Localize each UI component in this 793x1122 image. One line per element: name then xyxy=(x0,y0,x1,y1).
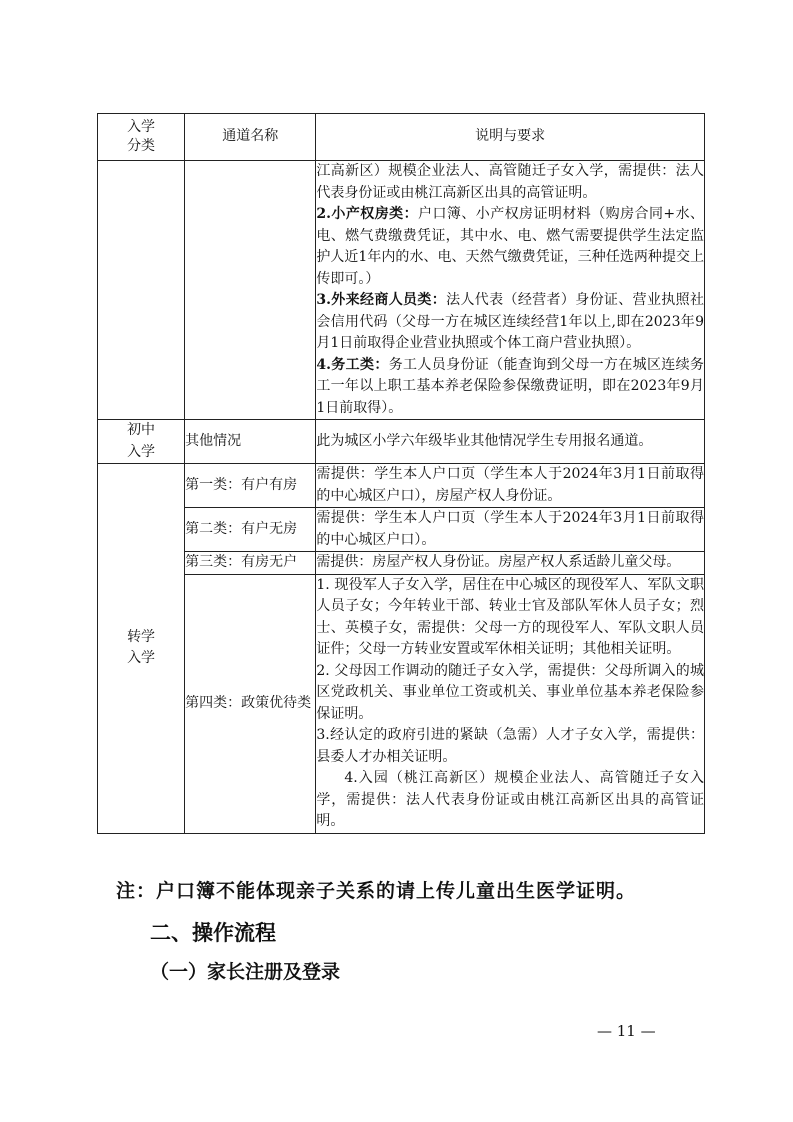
item-worker: 4.务工类：务工人员身份证（能查询到父母一方在城区连续务工一年以上职工基本养老保险参保缴费证明，即在2023年9月1日前取得）。 xyxy=(316,356,704,416)
table-row-transfer-3 xyxy=(98,552,705,575)
description-type-2: 需提供：学生本人户口页（学生本人于2024年3月1日前取得的中心城区户口）。 xyxy=(316,508,705,552)
category-cell-empty xyxy=(98,161,185,420)
continued-text: 江高新区）规模企业法人、高管随迁子女入学，需提供：法人代表身份证或由桃江高新区出具的高管证明。 xyxy=(316,163,704,201)
policy-item-2: 2. 父母因工作调动的随迁子女入学，需提供：父母所调入的城区党政机关、事业单位工资或机关、事业单位基本养老保险参保证明。 xyxy=(316,662,704,722)
table-row-junior xyxy=(98,420,705,464)
table-row-transfer-1 xyxy=(98,464,705,508)
header-channel: 通道名称 xyxy=(185,114,316,161)
description-other: 此为城区小学六年级毕业其他情况学生专用报名通道。 xyxy=(316,420,705,464)
channel-type-1: 第一类：有户有房 xyxy=(185,464,316,508)
policy-item-4: 4.入园（桃江高新区）规模企业法人、高管随迁子女入学，需提供：法人代表身份证或由桃江高新区出具的高管证明。 xyxy=(316,770,704,829)
channel-other: 其他情况 xyxy=(185,420,316,464)
table-row-continued xyxy=(98,161,705,420)
channel-type-3: 第三类：有房无户 xyxy=(185,552,316,575)
policy-item-3: 3.经认定的政府引进的紧缺（急需）人才子女入学，需提供：县委人才办相关证明。 xyxy=(316,727,704,765)
category-transfer: 转学 入学 xyxy=(98,464,185,834)
policy-item-1: 1. 现役军人子女入学，居住在中心城区的现役军人、军队文职人员子女；今年转业干部、转业士官及部队军休人员子女；烈士、英模子女，需提供：父母一方的现役军人、军队文职人员证件；父母一方转业安置或军休相关证明；其他相关证明。 xyxy=(316,576,704,657)
item-business: 3.外来经商人员类：法人代表（经营者）身份证、营业执照社会信用代码（父母一方在城区连续经营1年以上,即在2023年9月1日前取得企业营业执照或个体工商户营业执照）。 xyxy=(316,292,704,351)
channel-cell-empty xyxy=(185,161,316,420)
enrollment-requirements-table xyxy=(97,113,705,834)
section-heading: 二、操作流程 xyxy=(150,921,276,945)
table-header-row xyxy=(98,114,705,161)
category-junior: 初中 入学 xyxy=(98,420,185,464)
table-row-transfer-2 xyxy=(98,508,705,552)
header-description: 说明与要求 xyxy=(316,114,705,161)
description-type-4 xyxy=(316,574,705,833)
description-type-3: 需提供：房屋产权人身份证。房屋产权人系适龄儿童父母。 xyxy=(316,552,705,575)
item-small-property: 2.小产权房类：户口簿、小产权房证明材料（购房合同+水、电、燃气费缴费凭证，其中水、电、燃气需要提供学生法定监护人近1年内的水、电、天然气缴费凭证，三种任选两种提交上传即可。） xyxy=(316,206,705,287)
header-category: 入学 分类 xyxy=(98,114,185,161)
description-type-1: 需提供：学生本人户口页（学生本人于2024年3月1日前取得的中心城区户口），房屋产权人身份证。 xyxy=(316,464,705,508)
description-cell xyxy=(316,161,705,420)
subsection-heading: （一）家长注册及登录 xyxy=(150,961,341,983)
table-row-transfer-4 xyxy=(98,574,705,833)
channel-type-2: 第二类：有户无房 xyxy=(185,508,316,552)
channel-type-4: 第四类：政策优待类 xyxy=(185,574,316,833)
page-number: — 11 — xyxy=(597,1022,656,1040)
note-text: 注：户口簿不能体现亲子关系的请上传儿童出生医学证明。 xyxy=(116,880,637,902)
